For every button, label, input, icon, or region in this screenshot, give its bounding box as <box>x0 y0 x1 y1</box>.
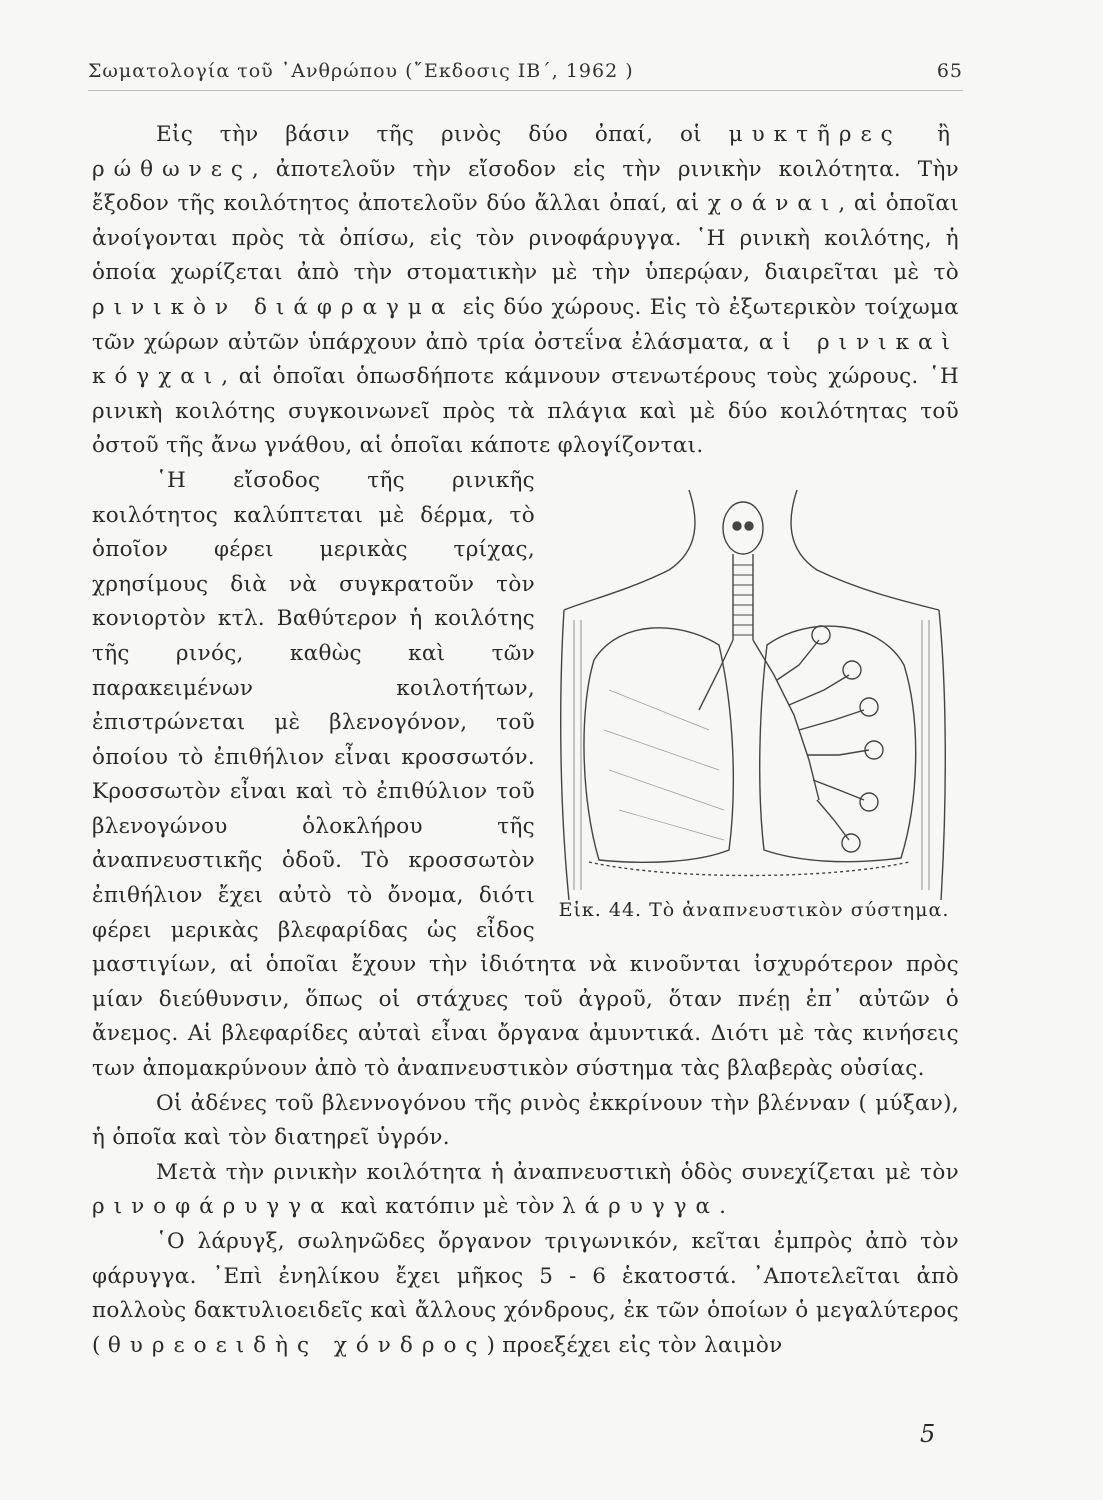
lung-right <box>760 626 916 862</box>
diaphragm <box>589 862 909 876</box>
body-text <box>92 118 959 1363</box>
text-run: . <box>719 1194 727 1220</box>
lung-left-texture <box>604 690 724 840</box>
spaced-term: ρινοφάρυγγα <box>92 1194 334 1220</box>
spaced-term: θυρεοειδὴς χόνδρος <box>107 1332 487 1358</box>
trachea-rings <box>733 565 753 635</box>
text-run: εἰς δύο χώρους. Εἰς τὸ ἐξωτερικὸν τοίχωμα τῶν χώρων αὐτῶν ὑπάρχουν ἀπὸ τρία ὀστεΐνα ἐλάσματα, <box>92 294 959 355</box>
paragraph-3: Οἱ ἀδένες τοῦ βλεννογόνου τῆς ρινὸς ἐκκρίνουν τὴν βλένναν ( μύξαν), ἡ ὁποῖα καὶ τὸν διατηρεῖ ὑγρόν. <box>92 1090 959 1151</box>
lungs-illustration <box>549 470 959 900</box>
running-header <box>88 60 963 82</box>
alveoli-cluster <box>812 626 830 644</box>
text-run: ῾Ο λάρυγξ, σωληνῶδες ὄργανον τριγωνικόν, κεῖται ἐμπρὸς ἀπὸ τὸν φάρυγγα. ᾿Επὶ ἐνηλίκου ἔχει μῆκος 5 - 6 ἑκατοστά. ᾿Αποτελεῖται ἀπὸ πολλοὺς δακτυλιοειδεῖς καὶ ἄλλους χόνδρους, ἐκ τῶν ὁποίων ὁ μεγαλύτερος ( <box>92 1229 959 1358</box>
right-bronchus <box>753 640 819 800</box>
footer-page-number: 5 <box>920 1420 936 1448</box>
text-run: , ἀποτελοῦν τὴν εἴσοδον εἰς τὴν ρινικὴν κοιλότητα. Τὴν ἔξοδον τῆς κοιλότητος ἀποτελοῦν δύο ἄλλαι ὀπαί, αἱ <box>92 156 959 217</box>
text-run: ) προεξέχει εἰς τὸν λαιμὸν <box>486 1332 783 1358</box>
spaced-term: αἱ ρινικαὶ κόγχαι <box>92 329 959 390</box>
text-run: , αἱ ὁποῖαι ἀνοίγονται πρὸς τὰ ὀπίσω, εἰς τὸν ρινοφάρυγγα. ῾Η ρινικὴ κοιλότης, ἡ ὁποία χωρίζεται ἀπὸ τὴν στοματικὴν μὲ τὴν ὑπερῴαν, διαιρεῖται μὲ τὸ <box>92 191 959 286</box>
paragraph-1 <box>92 118 959 464</box>
alveoli-cluster <box>842 834 860 852</box>
spaced-term: λάρυγγα <box>562 1194 720 1220</box>
neck-outline-right <box>791 490 939 610</box>
running-title: Σωματολογία τοῦ ᾿Ανθρώπου (῎Εκδοσις ΙΒ΄, 1962 ) <box>88 60 634 82</box>
chest-wall-left <box>561 610 569 900</box>
text-run: Εἰς τὴν βάσιν τῆς ρινὸς δύο ὀπαί, οἱ <box>156 122 729 147</box>
alveoli-cluster <box>843 661 861 679</box>
spaced-term: χοάναι <box>707 191 839 217</box>
text-run: καὶ κατόπιν μὲ τὸν <box>333 1194 562 1220</box>
larynx-detail-right <box>745 522 753 530</box>
respiratory-system-figure <box>549 470 959 930</box>
text-run: Μετὰ τὴν ρινικὴν κοιλότητα ἡ ἀναπνευστικὴ ὁδὸς συνεχίζεται μὲ τὸν <box>156 1159 959 1185</box>
paragraph-5 <box>92 1225 959 1363</box>
larynx <box>723 502 763 554</box>
header-rule <box>88 90 963 91</box>
paragraph-2: ῾Η εἴσοδος τῆς ρινικῆς κοιλότητος καλύπτεται μὲ δέρμα, τὸ ὁποῖον φέρει μερικὰς τρίχας, χρησίμους διὰ νὰ συγκρατοῦν τὸν κονιορτὸν κτλ. Βαθύτερον ἡ κοιλότης τῆς ρινός, καθὼς καὶ τῶν παρακειμένων κοιλοτήτων, ἐπιστρώνεται μὲ βλενογόνον, τοῦ ὁποίου τὸ ἐπιθήλιον εἶναι κροσσωτόν. Κροσσωτὸν εἶναι καὶ τὸ ἐπιθύλιον τοῦ βλενογώνου ὁλοκλήρου τῆς ἀναπνευστικῆς ὁδοῦ. Τὸ κροσσωτὸν ἐπιθήλιον ἔχει αὐτὸ τὸ ὄνομα, διότι φέρει μερικὰς βλεφαρίδας ὡς εἶδος μαστιγίων, αἱ ὁποῖαι ἔχουν τὴν ἰδιότητα νὰ κινοῦνται ἰσχυρότερον πρὸς μίαν διεύθυνσιν, ὅπως οἱ στάχυες τοῦ ἀγροῦ, ὅταν πνέῃ ἐπ᾿ αὐτῶν ὁ ἄνεμος. Αἱ βλεφαρίδες αὐταὶ εἶναι ὄργανα ἀμυντικά. Διότι μὲ τὰς κινήσεις των ἀπομακρύνουν ἀπὸ τὸ ἀναπνευστικὸν σύστημα τὰς βλαβερὰς οὐσίας. <box>92 467 959 1082</box>
trachea <box>733 554 753 640</box>
spaced-term: ρινικὸν διάφραγμα <box>92 294 455 320</box>
spaced-term: μυκτῆρες ἢ ρώθωνες <box>92 122 959 182</box>
alveoli-cluster <box>860 793 878 811</box>
larynx-detail-left <box>733 522 741 530</box>
lung-left <box>584 628 733 863</box>
neck-outline-left <box>564 490 695 610</box>
chest-hatching <box>574 620 929 890</box>
paragraph-4 <box>92 1156 959 1225</box>
figure-caption: Εἰκ. 44. Τὸ ἀναπνευστικὸν σύστημα. <box>558 899 950 922</box>
text-run: , αἱ ὁποῖαι ὁπωσδήποτε κάμνουν στενωτέρους τοὺς χώρους. ῾Η ρινικὴ κοιλότης συγκοινωνεῖ πρὸς τὰ πλάγια καὶ μὲ δύο κοιλότητας τοῦ ὀστοῦ τῆς ἄνω γνάθου, αἱ ὁποῖαι κάποτε φλογίζονται. <box>92 364 959 459</box>
header-page-number: 65 <box>936 60 963 82</box>
alveoli-cluster <box>860 698 878 716</box>
bronchial-branches <box>777 640 869 840</box>
chest-wall-right <box>939 610 945 900</box>
